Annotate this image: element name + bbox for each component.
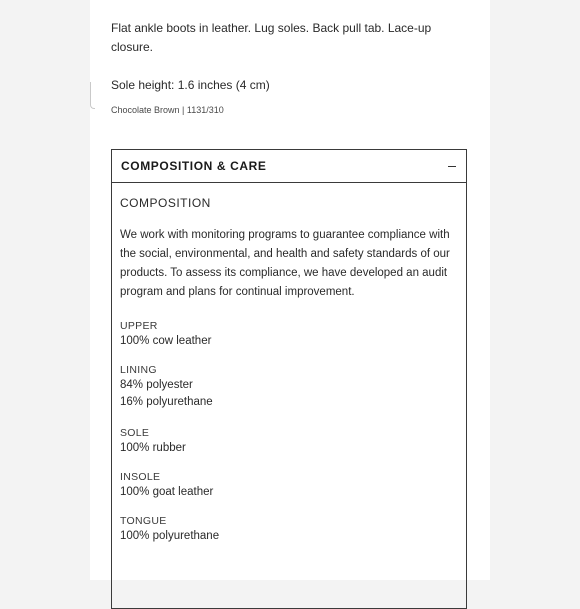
group-value: 100% polyurethane	[120, 530, 220, 542]
sole-height: Sole height: 1.6 inches (4 cm)	[111, 78, 270, 92]
composition-care-panel	[111, 149, 467, 609]
group-label: UPPER	[120, 320, 158, 332]
group-label: LINING	[120, 364, 157, 376]
color-reference: Chocolate Brown | 1131/310	[111, 105, 224, 115]
composition-care-toggle[interactable]	[112, 150, 466, 183]
panel-title: COMPOSITION & CARE	[121, 159, 267, 173]
minus-icon[interactable]	[447, 161, 457, 171]
group-value: 84% polyester	[120, 379, 193, 391]
compliance-paragraph: We work with monitoring programs to guarantee compliance with the social, environmental, and health and safety standards of our products. To assess its compliance, we have developed an audit program and plans for continual improvement.	[120, 229, 450, 298]
group-label: TONGUE	[120, 515, 167, 527]
group-value: 100% rubber	[120, 442, 186, 454]
product-description: Flat ankle boots in leather. Lug soles. Back pull tab. Lace-up closure.	[111, 21, 432, 54]
group-label: SOLE	[120, 427, 150, 439]
group-value: 100% cow leather	[120, 335, 212, 347]
panel-body	[112, 183, 466, 544]
composition-heading: COMPOSITION	[120, 196, 211, 210]
group-value: 16% polyurethane	[120, 396, 213, 408]
composition-group-sole	[120, 426, 457, 456]
composition-group-upper	[120, 319, 457, 349]
composition-group-insole	[120, 470, 457, 500]
composition-group-tongue	[120, 514, 457, 544]
page-edge-mark	[90, 82, 95, 109]
group-label: INSOLE	[120, 471, 161, 483]
composition-group-lining	[120, 363, 457, 412]
group-value: 100% goat leather	[120, 486, 214, 498]
